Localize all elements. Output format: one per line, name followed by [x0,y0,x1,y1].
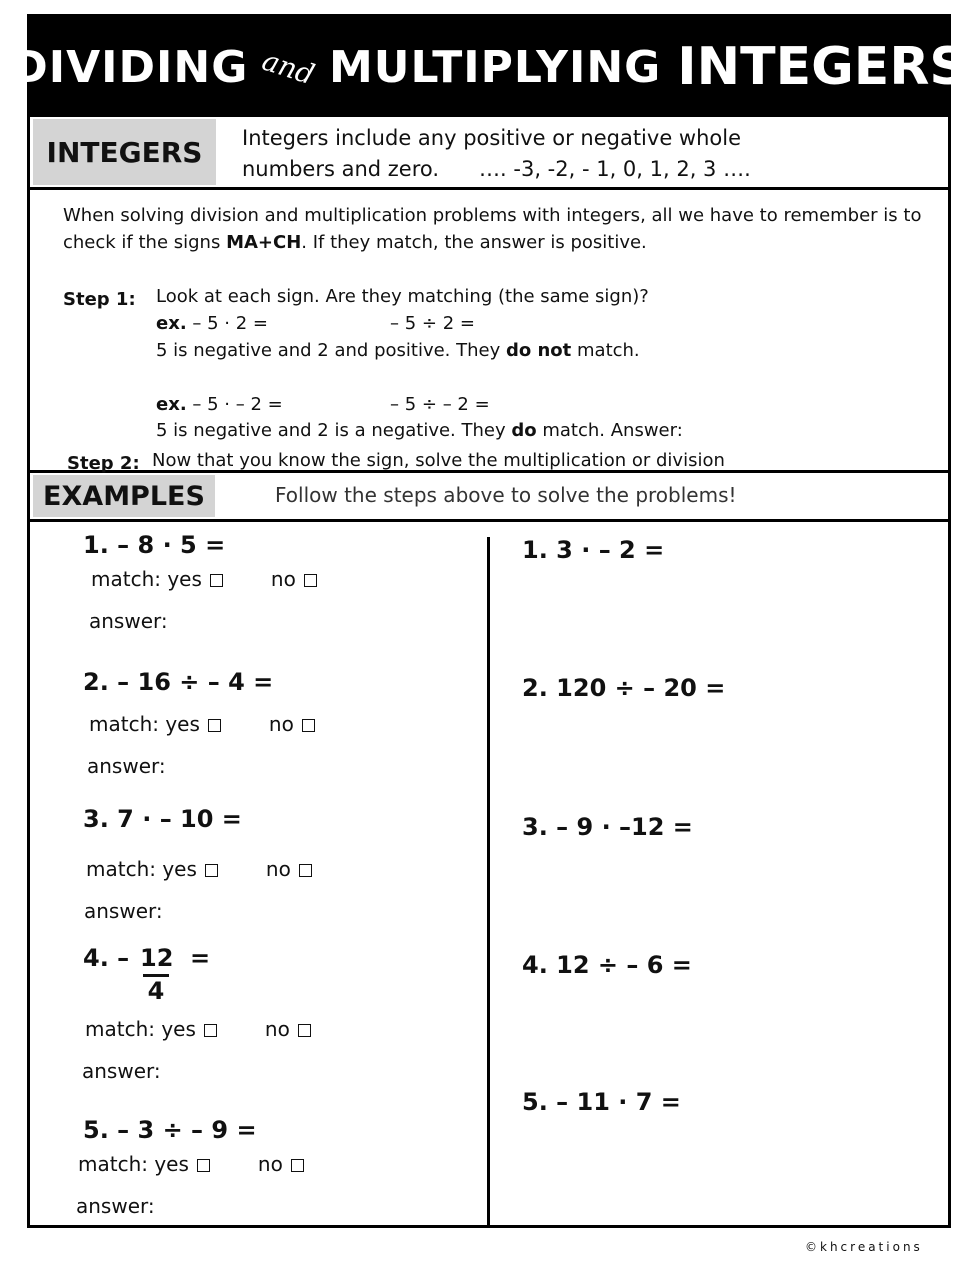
left-answer-5[interactable]: answer: [76,1194,155,1218]
left-problem-1: 1. – 8 · 5 = [83,531,226,559]
left-match-3[interactable] [86,857,312,881]
match-yes-label: match: yes [85,1017,196,1041]
title-multiplying: MULTIPLYING [329,41,662,93]
title-and: and [258,43,319,91]
intro-paragraph [63,202,933,256]
match-yes-label: match: yes [89,712,200,736]
right-problem-1: 1. 3 · – 2 = [522,536,665,564]
left-problem-3: 3. 7 · – 10 = [83,805,242,833]
left-problem-5: 5. – 3 ÷ – 9 = [83,1116,257,1144]
left-answer-1[interactable]: answer: [89,609,168,633]
no-checkbox[interactable] [298,1024,311,1037]
right-problem-5: 5. – 11 · 7 = [522,1088,681,1116]
note2-bold: do [511,420,537,441]
note2a: 5 is negative and 2 is a negative. They [156,420,512,441]
integers-definition-row [30,117,948,190]
examples-subtitle: Follow the steps above to solve the problems! [275,483,737,507]
note1-bold: do not [505,340,572,361]
right-problem-2: 2. 120 ÷ – 20 = [522,674,726,702]
no-label: no [265,857,291,881]
yes-checkbox[interactable] [208,719,221,732]
yes-checkbox[interactable] [205,864,218,877]
examples-tag: EXAMPLES [33,475,215,517]
copyright: ©khcreations [805,1240,923,1254]
match-word: MA+CH [226,232,302,253]
no-label: no [268,712,294,736]
ex-label-2: ex. [156,394,187,415]
integers-line-2: numbers and zero. [242,157,440,181]
match-yes-label: match: yes [86,857,197,881]
worksheet [11,14,967,1228]
integers-sequence: …. -3, -2, - 1, 0, 1, 2, 3 …. [479,157,751,181]
left-problem-4 [83,944,129,972]
integers-definition [242,123,751,185]
left-match-4[interactable] [85,1017,311,1041]
integers-line-1: Integers include any positive or negative whole [242,126,742,150]
fraction-numerator: 12 [140,944,174,972]
match-yes-label: match: yes [91,567,202,591]
no-label: no [270,567,296,591]
title-bar [11,17,967,117]
step1-label: Step 1: [63,289,136,310]
right-problem-4: 4. 12 ÷ – 6 = [522,951,692,979]
ex-label: ex. [156,313,187,334]
no-label: no [264,1017,290,1041]
step2-line: Now that you know the sign, solve the multiplication or division [152,450,725,471]
left-answer-3[interactable]: answer: [84,899,163,923]
ex1a: – 5 · 2 = [192,313,268,334]
ex2a: – 5 · – 2 = [192,394,283,415]
intro-text-a: When solving division and multiplication problems with integers, all we have to remember is to check if the signs [63,205,922,253]
step1-note-2 [156,420,683,441]
left-problem-4-equals: = [190,944,211,972]
no-checkbox[interactable] [299,864,312,877]
no-checkbox[interactable] [304,574,317,587]
step2-label: Step 2: [67,453,140,474]
no-checkbox[interactable] [302,719,315,732]
integers-tag: INTEGERS [33,119,216,185]
note2b: match. Answer: [536,420,683,441]
intro-text-b: . If they match, the answer is positive. [301,232,647,253]
no-label: no [257,1152,283,1176]
left-answer-2[interactable]: answer: [87,754,166,778]
instructions-section [30,190,948,473]
title-dividing: DIVIDING [11,41,249,93]
yes-checkbox[interactable] [204,1024,217,1037]
match-yes-label: match: yes [78,1152,189,1176]
step1-example-1b: – 5 ÷ 2 = [390,313,475,334]
left-match-1[interactable] [91,567,317,591]
left-problem-2: 2. – 16 ÷ – 4 = [83,668,274,696]
step1-example-2a [156,394,283,415]
left-answer-4[interactable]: answer: [82,1059,161,1083]
note1a: 5 is negative and 2 and positive. They [156,340,506,361]
step1-line: Look at each sign. Are they matching (the same sign)? [156,286,649,307]
examples-header-row [30,473,948,522]
step1-note-1 [156,340,640,361]
step1-example-2b: – 5 ÷ – 2 = [390,394,490,415]
fraction-denominator: 4 [147,977,165,1005]
right-problem-3: 3. – 9 · –12 = [522,813,693,841]
left-problem-4-prefix: 4. – [83,944,130,972]
yes-checkbox[interactable] [210,574,223,587]
note1b: match. [571,340,640,361]
step1-example-1a [156,313,268,334]
no-checkbox[interactable] [291,1159,304,1172]
title-integers: INTEGERS [677,37,967,97]
yes-checkbox[interactable] [197,1159,210,1172]
left-match-2[interactable] [89,712,315,736]
column-divider [487,537,490,1225]
left-match-5[interactable] [78,1152,304,1176]
